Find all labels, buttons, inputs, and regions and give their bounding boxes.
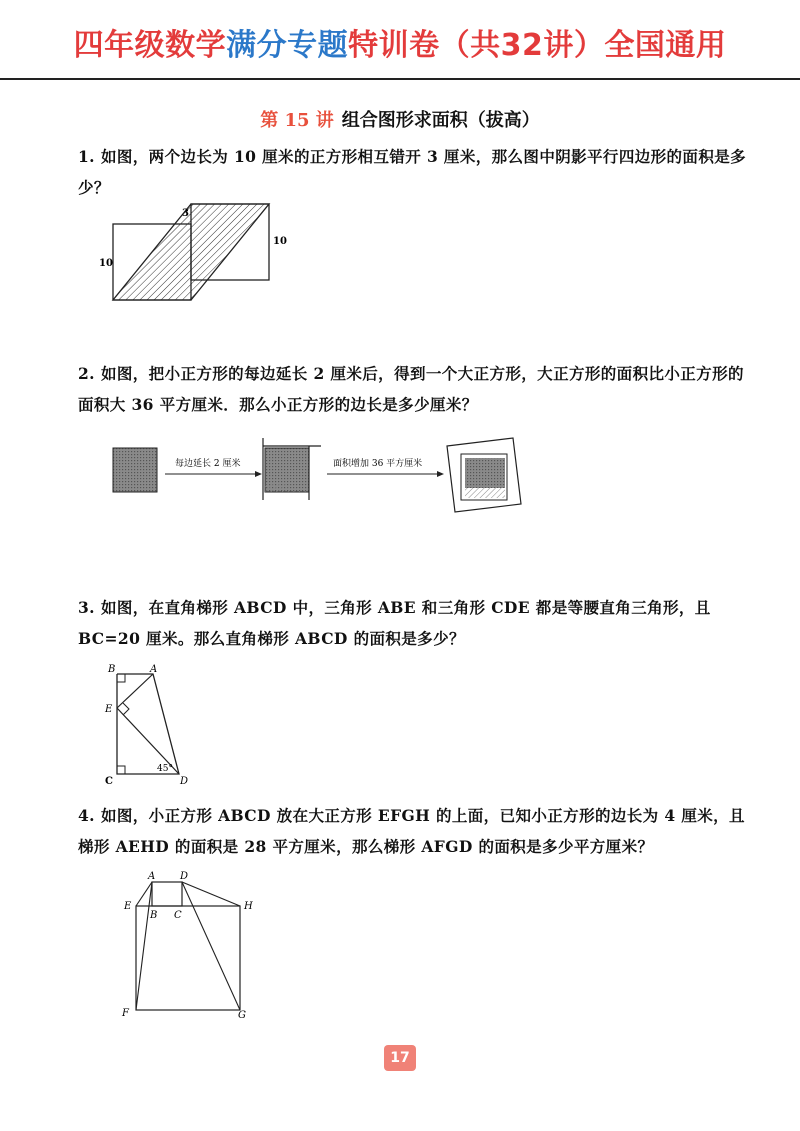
lesson-number: 第 15 讲	[260, 110, 334, 131]
lesson-title: 组合图形求面积（拔高）	[341, 110, 540, 131]
right-side-label: 10	[273, 236, 287, 247]
question-2	[78, 358, 748, 420]
header-divider	[0, 78, 800, 80]
small-square-abcd	[152, 882, 182, 906]
label-e: E	[105, 704, 113, 715]
question-3	[78, 592, 748, 654]
figure-offset-squares	[95, 196, 295, 308]
final-inner-square	[465, 458, 505, 488]
label-a: A	[148, 871, 156, 882]
page-banner-title	[0, 28, 800, 64]
label-g: G	[238, 1010, 246, 1020]
banner-title-part2: 满分专题	[226, 28, 349, 63]
question-number: 3.	[78, 598, 95, 617]
question-text: 如图，小正方形 ABCD 放在大正方形 EFGH 的上面，已知小正方形的边长为 4 厘米，且梯形 AEHD 的面积是 28 平方厘米，那么梯形 AFGD 的面积是多少平方厘米？	[78, 806, 745, 856]
label-f: F	[122, 1008, 129, 1019]
question-text: 如图，把小正方形的每边延长 2 厘米后，得到一个大正方形，大正方形的面积比小正方形的面积大 36 平方厘米．那么小正方形的边长是多少厘米？	[78, 364, 744, 414]
label-c: C	[105, 776, 113, 787]
label-c: C	[174, 910, 182, 921]
left-side-label: 10	[99, 258, 113, 269]
figure-square-extension	[95, 430, 535, 520]
small-square	[113, 448, 157, 492]
question-text: 如图，两个边长为 10 厘米的正方形相互错开 3 厘米，那么图中阴影平行四边形的面积是多少？	[78, 147, 747, 197]
question-4	[78, 800, 748, 862]
figure-two-squares	[118, 868, 268, 1020]
label-a: A	[150, 664, 158, 675]
page-number-badge: 17	[384, 1045, 416, 1071]
shift-label: 3	[182, 208, 189, 219]
question-text: 如图，在直角梯形 ABCD 中，三角形 ABE 和三角形 CDE 都是等腰直角三角形，且 BC=20 厘米。那么直角梯形 ABCD 的面积是多少？	[78, 598, 711, 648]
label-d: D	[180, 871, 189, 882]
label-b: B	[150, 910, 158, 921]
question-number: 1.	[78, 147, 95, 166]
figure-right-trapezoid	[95, 660, 205, 788]
banner-title-part3: 特训卷（共32讲）全国通用	[348, 28, 727, 63]
banner-title-part1: 四年级数学	[73, 28, 227, 63]
arrow-1-label: 每边延长 2 厘米	[175, 459, 241, 469]
question-number: 4.	[78, 806, 95, 825]
arrow-2-label: 面积增加 36 平方厘米	[333, 459, 423, 469]
lesson-heading	[0, 106, 800, 132]
question-1	[78, 141, 748, 203]
label-b: B	[108, 664, 116, 675]
extended-strip	[265, 484, 309, 492]
label-e: E	[124, 901, 132, 912]
label-h: H	[244, 901, 253, 912]
label-d: D	[180, 776, 189, 787]
angle-label: 45°	[157, 764, 173, 774]
big-square-efgh	[136, 906, 240, 1010]
question-number: 2.	[78, 364, 95, 383]
trapezoid-abcd	[117, 674, 179, 774]
